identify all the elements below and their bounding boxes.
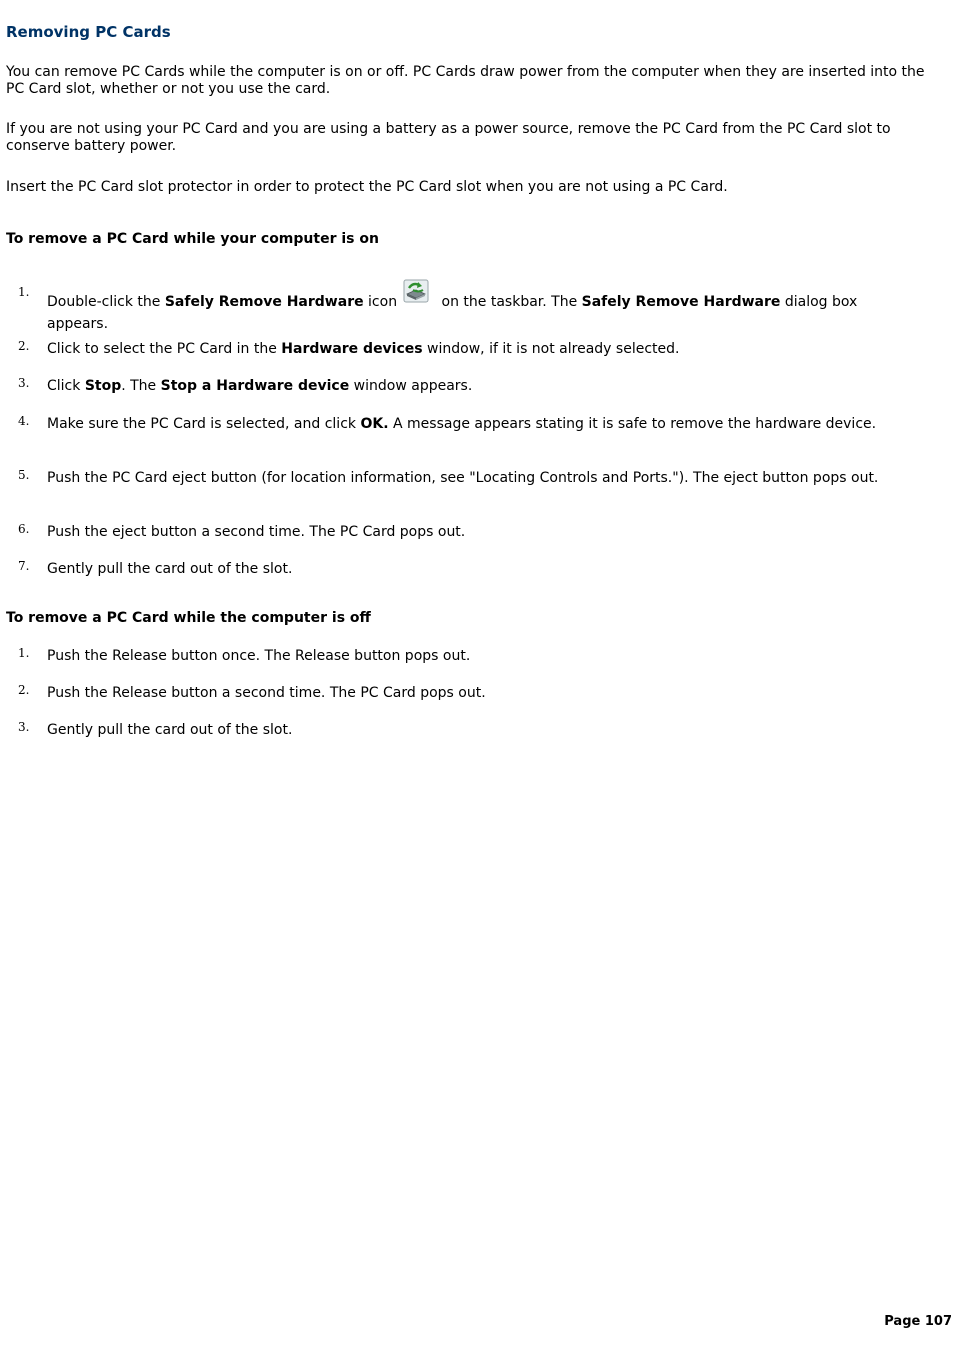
intro-paragraph: You can remove PC Cards while the computer is on or off. PC Cards draw power from the computer when they are inserted into the PC Card slot, whether or not you use the card. — [6, 64, 925, 97]
step-number: 3. — [18, 720, 30, 734]
page-number: Page 107 — [884, 1314, 952, 1329]
page-title: Removing PC Cards — [6, 23, 171, 41]
step-number: 6. — [18, 522, 30, 536]
step-number: 4. — [18, 414, 30, 428]
section-heading-computer-off: To remove a PC Card while the computer is off — [6, 610, 371, 626]
step-text: Gently pull the card out of the slot. — [47, 722, 293, 738]
step-text: Click to select the PC Card in the Hardware devices window, if it is not already selected. — [47, 341, 680, 357]
step-number: 5. — [18, 468, 30, 482]
safely-remove-hardware-icon — [403, 279, 429, 308]
step-text: Push the eject button a second time. The PC Card pops out. — [47, 524, 466, 540]
step-text: Click Stop. The Stop a Hardware device window appears. — [47, 378, 473, 394]
step-number: 1. — [18, 285, 30, 299]
step-number: 2. — [18, 339, 30, 353]
battery-paragraph: If you are not using your PC Card and you are using a battery as a power source, remove the PC Card from the PC Card slot to conserve battery power. — [6, 121, 891, 154]
step-text: Push the Release button once. The Release button pops out. — [47, 648, 471, 664]
step-text: Push the PC Card eject button (for location information, see "Locating Controls and Ports."). The eject button pops out. — [47, 470, 879, 486]
step-number: 3. — [18, 376, 30, 390]
step-text: Push the Release button a second time. The PC Card pops out. — [47, 685, 486, 701]
section-heading-computer-on: To remove a PC Card while your computer is on — [6, 231, 379, 247]
step-text: Double-click the Safely Remove Hardware icon on the taskbar. The Safely Remove Hardware dialog box appears. — [47, 286, 902, 333]
step-text: Gently pull the card out of the slot. — [47, 561, 293, 577]
step-number: 7. — [18, 559, 30, 573]
protector-paragraph: Insert the PC Card slot protector in order to protect the PC Card slot when you are not using a PC Card. — [6, 179, 728, 195]
step-number: 1. — [18, 646, 30, 660]
step-number: 2. — [18, 683, 30, 697]
step-text: Make sure the PC Card is selected, and click OK. A message appears stating it is safe to remove the hardware device. — [47, 416, 877, 432]
